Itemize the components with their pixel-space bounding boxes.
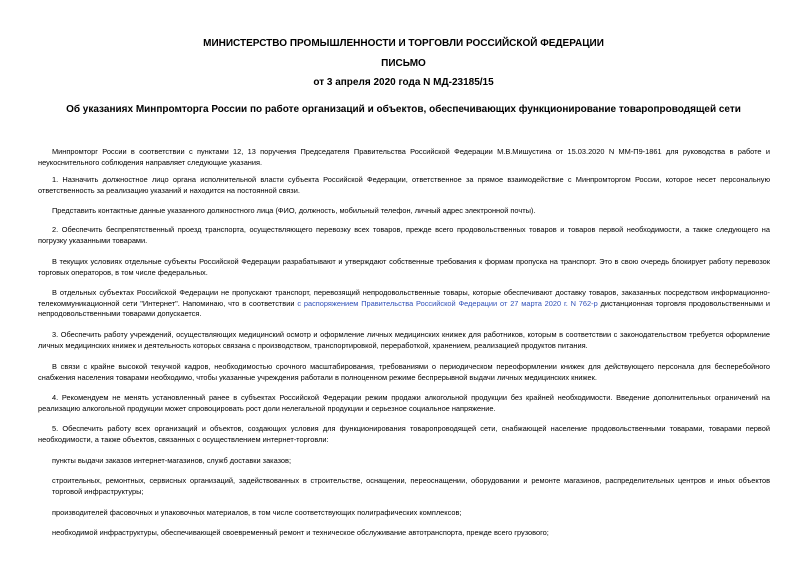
paragraph-3b: В связи с крайне высокой текучкой кадров, необходимостью срочного масштабирования, требованиями о периодическом переоформлении книжек для действующего персонала для бесперебойного снабжения населения товарами необходимо, чтобы указанные учреждения работали в полноценном режиме беспрерывной выдачи личных медицинских книжек. bbox=[38, 362, 770, 382]
government-order-link[interactable]: с распоряжением Правительства Российской Федерации от 27 марта 2020 г. N 762-р bbox=[297, 298, 598, 308]
paragraph-2c-text-before: В отдельных субъектах Российской Федерации не пропускают транспорт, перевозящий непродовольственные товары, которые обеспечивают доставку товаров, заказанных посредством информационно-телекоммуникационной сети "Интернет". Напоминаю, что в соответствии bbox=[38, 288, 770, 308]
list-item: производителей фасовочных и упаковочных материалов, в том числе соответствующих полиграфических комплексов; bbox=[52, 508, 462, 517]
document-date-number: от 3 апреля 2020 года N МД-23185/15 bbox=[313, 77, 494, 88]
paragraph-4: 4. Рекомендуем не менять установленный ранее в субъектах Российской Федерации режим продажи алкогольной продукции без крайней необходимости. Введение дополнительных ограничений на реализацию алкогольной продукции может спровоцировать рост доли нелегальной продукции и серьезное социальное напряжение. bbox=[38, 393, 770, 413]
paragraph-2: 2. Обеспечить беспрепятственный проезд транспорта, осуществляющего перевозку всех товаров, прежде всего продовольственных товаров и товаров первой необходимости, а также следующего на погрузку указанными товарами. bbox=[38, 225, 770, 245]
list-item: необходимой инфраструктуры, обеспечивающей своевременный ремонт и техническое обслуживание автотранспорта, прежде всего грузового; bbox=[52, 528, 549, 537]
document-subject: Об указаниях Минпромторга России по работе организаций и объектов, обеспечивающих функционирование товаропроводящей сети bbox=[66, 104, 741, 115]
paragraph-2c-text-after: дистанционная торговля продовольственными и непродовольственными товарами допускается. bbox=[38, 298, 770, 318]
paragraph-3: 3. Обеспечить работу учреждений, осуществляющих медицинский осмотр и оформление личных медицинских книжек для работников, которым в соответствии с законодательством требуется оформление личных медицинских книжек и деятельность которых связана с производством, транспортировкой, переработкой, хранением, реализацией продуктов питания. bbox=[38, 330, 770, 350]
paragraph-5: 5. Обеспечить работу всех организаций и объектов, создающих условия для функционирования товаропроводящей сети, снабжающей население продовольственными товарами, товарами первой необходимости, а также объектов, связанных с осуществлением интернет-торговли: bbox=[38, 424, 770, 444]
paragraph-intro: Минпромторг России в соответствии с пунктами 12, 13 поручения Председателя Правительства Российской Федерации М.В.Мишустина от 15.03.2020 N ММ-П9-1861 для руководства в работе и неукоснительного соблюдения направляет следующие указания. bbox=[38, 147, 770, 167]
paragraph-1b: Представить контактные данные указанного должностного лица (ФИО, должность, мобильный телефон, личный адрес электронной почты). bbox=[52, 206, 536, 215]
list-item: строительных, ремонтных, сервисных организаций, задействованных в строительстве, оснащении, переоснащении, оборудовании и ремонте магазинов, распределительных центров и иных объектов торговой инфраструктуры; bbox=[52, 476, 770, 496]
paragraph-2c bbox=[38, 288, 770, 320]
ministry-title: МИНИСТЕРСТВО ПРОМЫШЛЕННОСТИ И ТОРГОВЛИ РОССИЙСКОЙ ФЕДЕРАЦИИ bbox=[203, 38, 604, 49]
paragraph-2b: В текущих условиях отдельные субъекты Российской Федерации разрабатывают и утверждают собственные требования к формам пропуска на транспорт. Это в свою очередь блокирует работу перевозок торговых операторов, в том числе федеральных. bbox=[38, 257, 770, 277]
list-item: пункты выдачи заказов интернет-магазинов, служб доставки заказов; bbox=[52, 456, 292, 465]
document-type: ПИСЬМО bbox=[381, 58, 426, 69]
paragraph-1: 1. Назначить должностное лицо органа исполнительной власти субъекта Российской Федерации, ответственное за прямое взаимодействие с Минпромторгом России, которое несет персональную ответственность за реализацию указаний и находится на постоянной связи. bbox=[38, 175, 770, 195]
